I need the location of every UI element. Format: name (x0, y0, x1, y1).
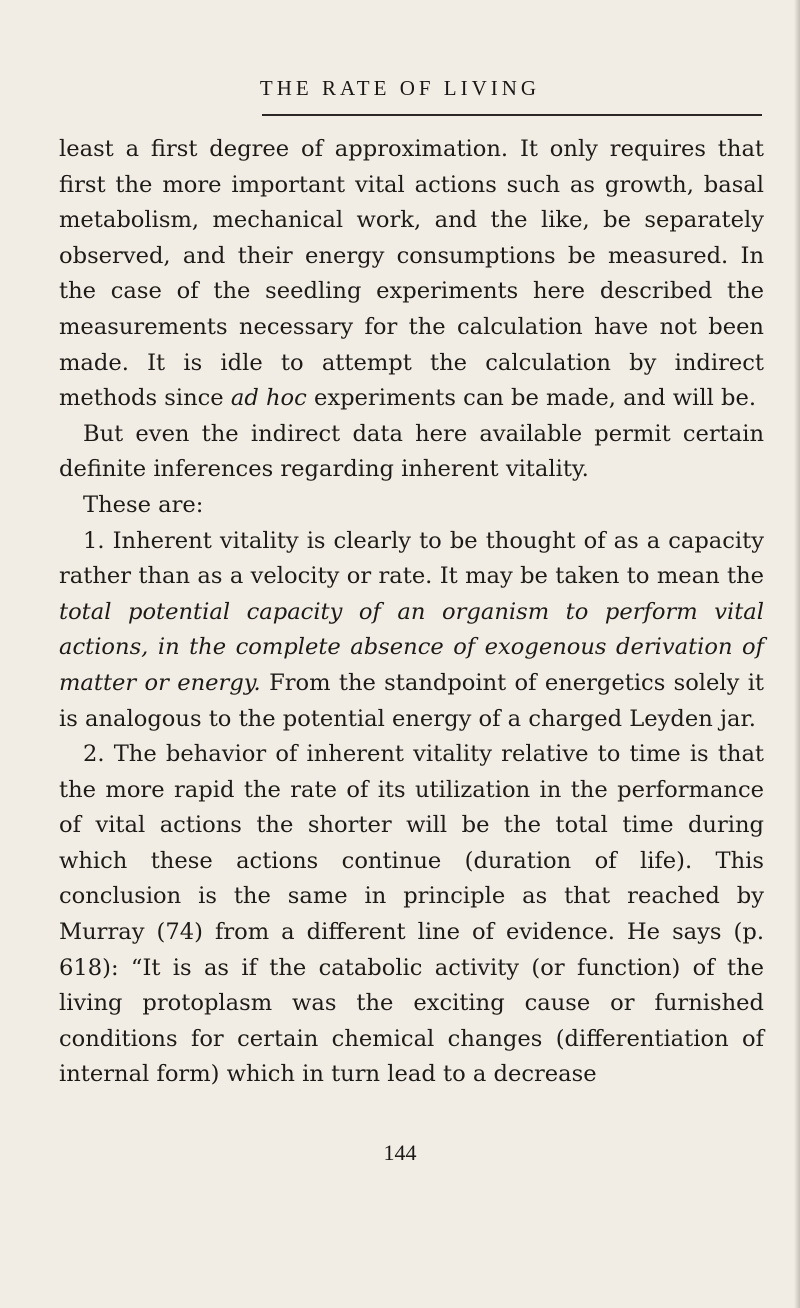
paragraph-2: But even the indirect data here available permit certain definite inferences regarding inherent vitality. (59, 420, 764, 483)
page-edge-shadow (794, 0, 800, 1308)
header-rule (262, 114, 762, 116)
running-head: THE RATE OF LIVING (259, 76, 541, 100)
paragraph-5: 2. The behavior of inherent vitality relative to time is that the more rapid the rate of its utilization in the performance of vital actions the shorter will be the total time during which these actions continue (duration of life). This conclusion is the same in principle as that reached by Murray (74) from a different line of evidence. He says (p. 618): “It is as if the catabolic activity (or function) of the living protoplasm was the exciting cause or furnished conditions for certain chemical changes (differentiation of internal form) which in turn lead to a decrease (59, 741, 764, 1088)
paragraph-4-italic: total potential capacity of an organism to perform vital actions, in the complete absence of exogenous derivation of matter or energy. (59, 598, 764, 696)
paragraph-1-italic: ad hoc (230, 385, 307, 412)
paragraph-1-text: least a first degree of approximation. It only requires that first the more important vital actions such as growth, basal metabolism, mechanical work, and the like, be separately observed, and their energy consumptions be measured. In the case of the seedling experiments here described the measurements necessary for the calculation have not been made. It is idle to attempt the calculation by indirect methods since (59, 136, 764, 412)
body-text (59, 132, 764, 1093)
paragraph-4-end: From the standpoint of energetics solely it is analogous to the potential energy of a charged Leyden jar. (59, 669, 765, 732)
paragraph-4 (59, 524, 764, 738)
paragraph-1-end: experiments can be made, and will be. (313, 385, 757, 412)
page-number: 144 (383, 1140, 417, 1165)
paragraph-3: These are: (83, 491, 204, 518)
paragraph-1 (59, 132, 764, 417)
paragraph-4-text: 1. Inherent vitality is clearly to be thought of as a capacity rather than as a velocity or rate. It may be taken to mean the (59, 527, 764, 590)
